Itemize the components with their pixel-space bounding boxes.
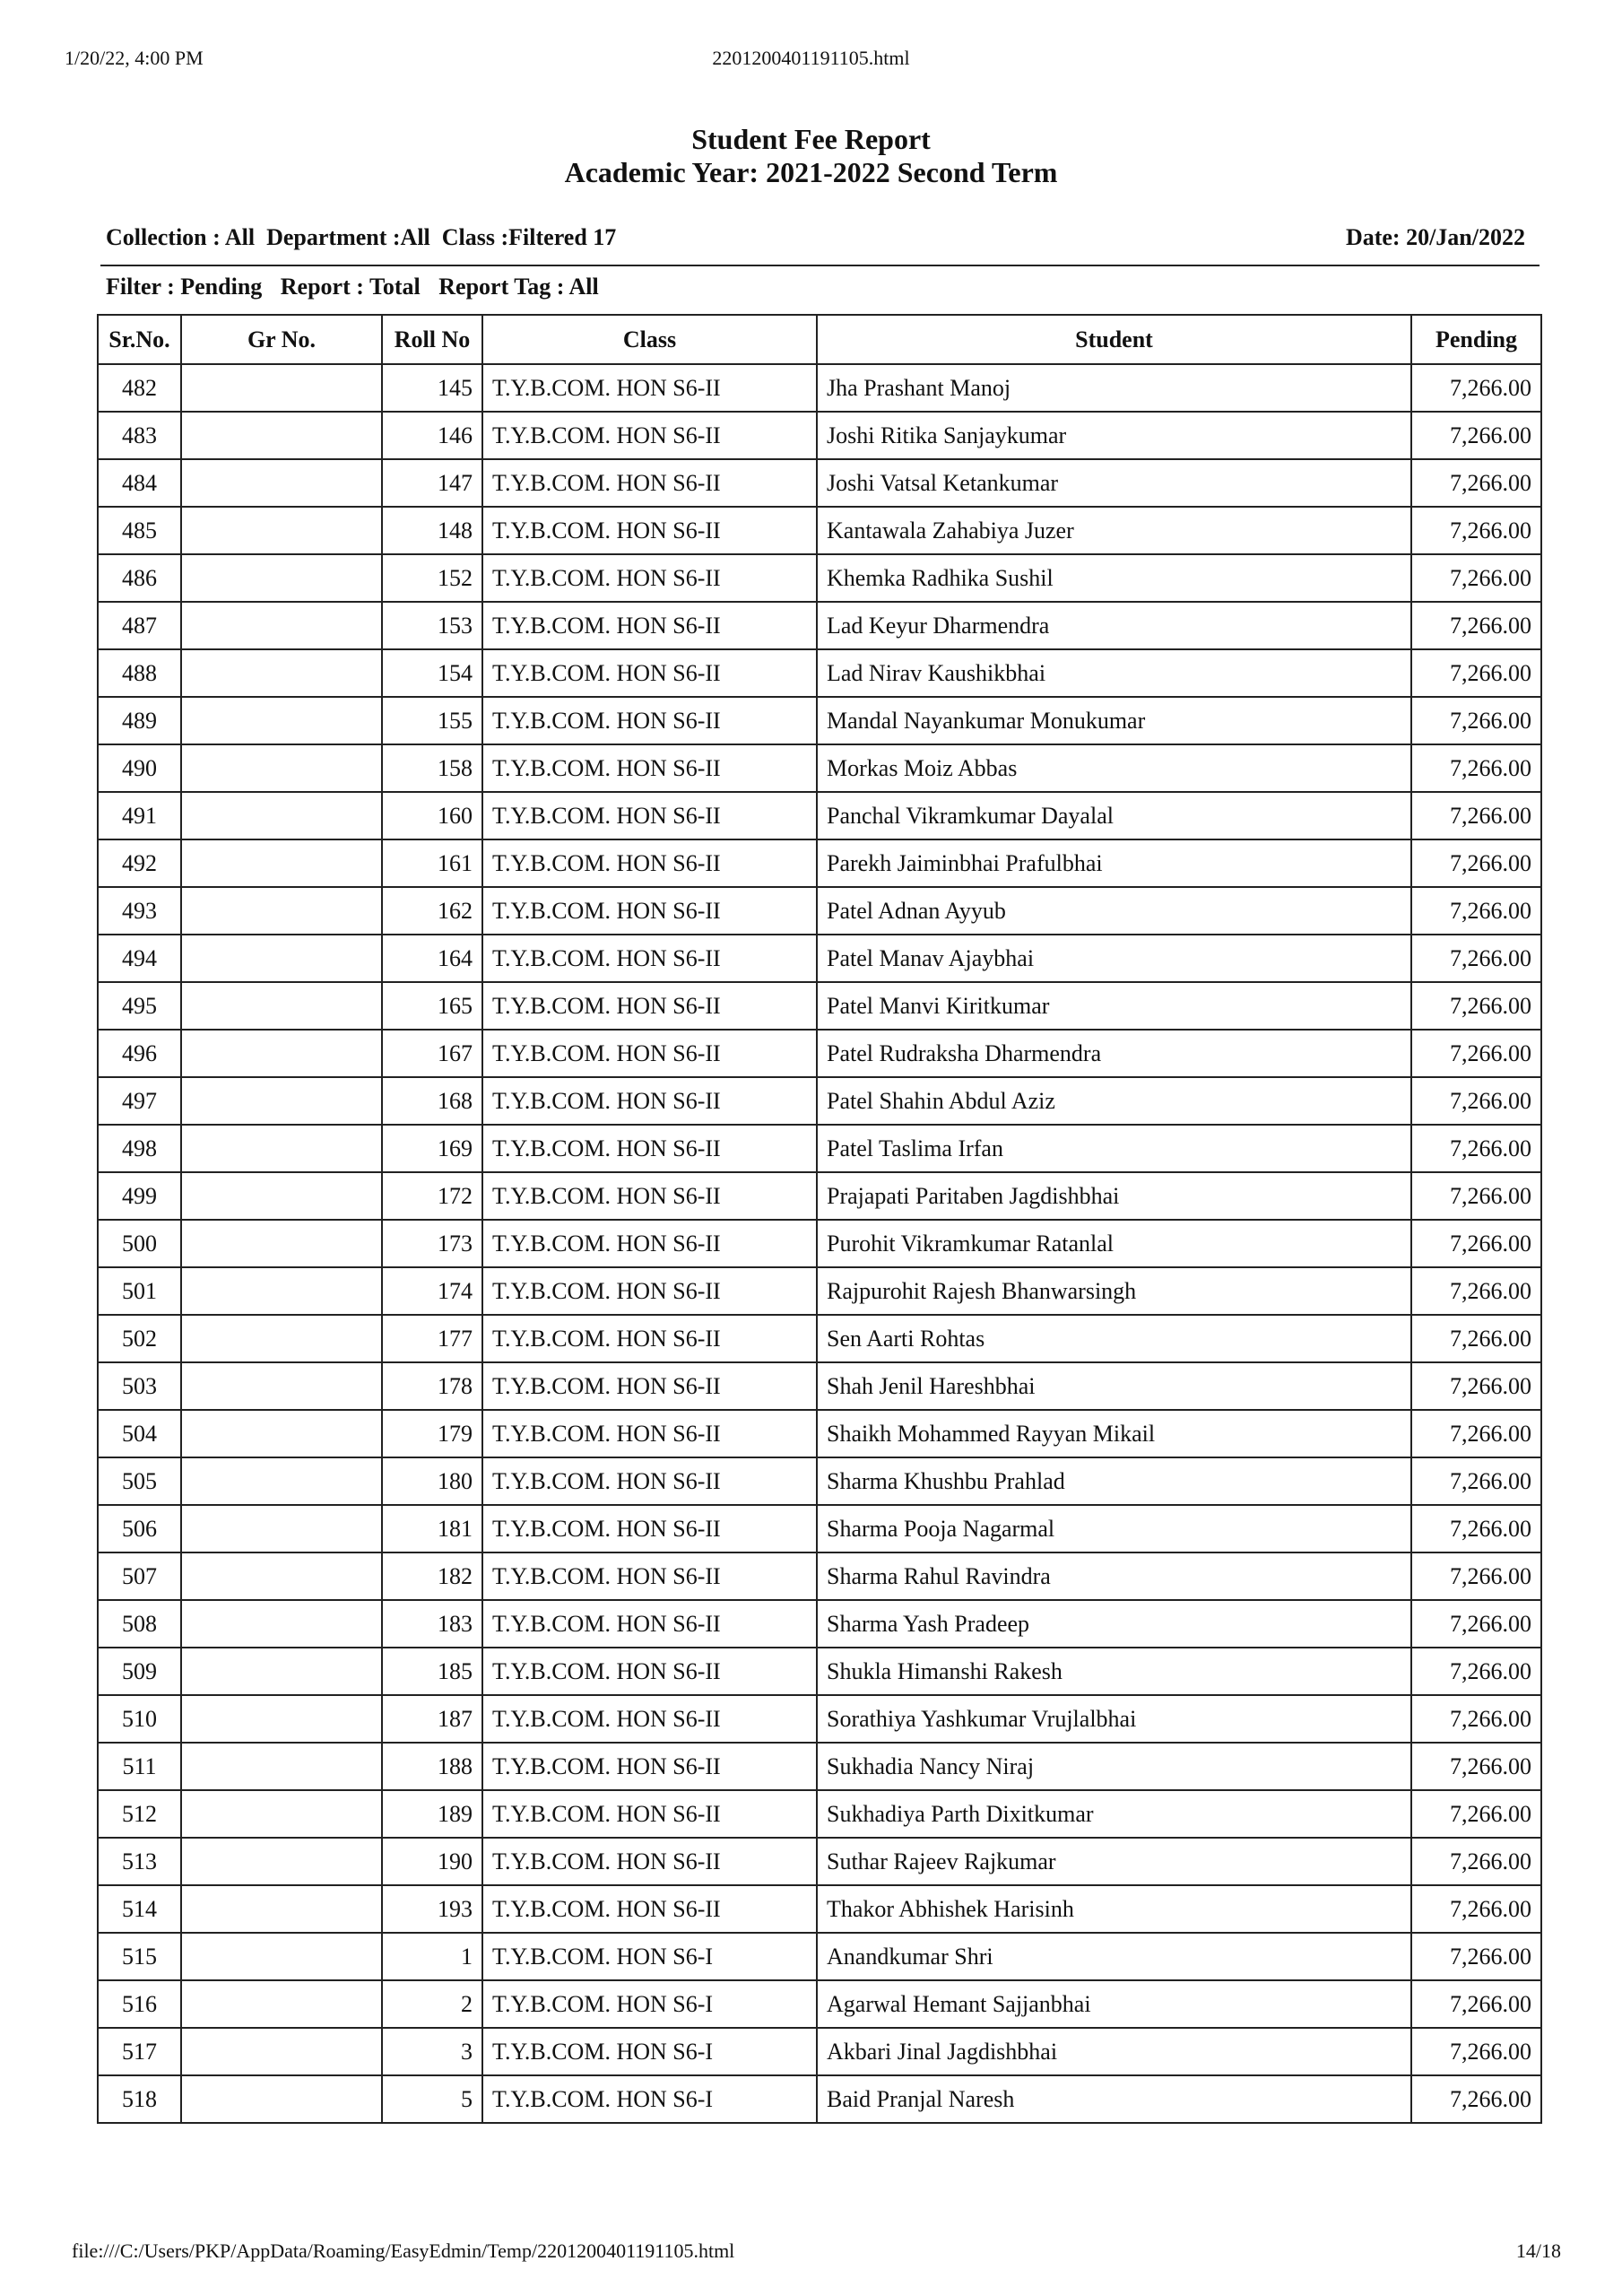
cell-srno: 514: [98, 1885, 181, 1933]
cell-student: Akbari Jinal Jagdishbhai: [817, 2028, 1411, 2075]
cell-grno: [181, 2028, 382, 2075]
cell-class: T.Y.B.COM. HON S6-II: [482, 1410, 817, 1457]
cell-student: Anandkumar Shri: [817, 1933, 1411, 1980]
cell-pending: 7,266.00: [1411, 1648, 1541, 1695]
cell-grno: [181, 602, 382, 649]
cell-pending: 7,266.00: [1411, 1315, 1541, 1362]
cell-grno: [181, 1030, 382, 1077]
cell-pending: 7,266.00: [1411, 1267, 1541, 1315]
cell-grno: [181, 364, 382, 412]
cell-student: Patel Taslima Irfan: [817, 1125, 1411, 1172]
cell-pending: 7,266.00: [1411, 412, 1541, 459]
cell-class: T.Y.B.COM. HON S6-II: [482, 554, 817, 602]
cell-pending: 7,266.00: [1411, 1600, 1541, 1648]
cell-rollno: 169: [382, 1125, 482, 1172]
cell-srno: 485: [98, 507, 181, 554]
cell-grno: [181, 459, 382, 507]
table-row: [98, 1410, 1541, 1457]
table-row: [98, 1933, 1541, 1980]
cell-class: T.Y.B.COM. HON S6-I: [482, 2075, 817, 2123]
fee-report-table: [97, 314, 1542, 2124]
cell-srno: 518: [98, 2075, 181, 2123]
cell-class: T.Y.B.COM. HON S6-I: [482, 1933, 817, 1980]
cell-pending: 7,266.00: [1411, 1077, 1541, 1125]
cell-grno: [181, 1743, 382, 1790]
cell-class: T.Y.B.COM. HON S6-II: [482, 1315, 817, 1362]
cell-srno: 507: [98, 1552, 181, 1600]
table-row: [98, 1648, 1541, 1695]
table-row: [98, 1505, 1541, 1552]
cell-srno: 492: [98, 839, 181, 887]
cell-pending: 7,266.00: [1411, 982, 1541, 1030]
table-row: [98, 1695, 1541, 1743]
report-filter-row: [106, 274, 612, 300]
cell-rollno: 168: [382, 1077, 482, 1125]
cell-student: Purohit Vikramkumar Ratanlal: [817, 1220, 1411, 1267]
table-row: [98, 1743, 1541, 1790]
cell-pending: 7,266.00: [1411, 1695, 1541, 1743]
cell-pending: 7,266.00: [1411, 1790, 1541, 1838]
meta-department: Department :All: [266, 224, 430, 250]
col-header-grno: Gr No.: [181, 315, 382, 364]
cell-grno: [181, 554, 382, 602]
cell-pending: 7,266.00: [1411, 1030, 1541, 1077]
cell-pending: 7,266.00: [1411, 1220, 1541, 1267]
cell-rollno: 179: [382, 1410, 482, 1457]
cell-srno: 512: [98, 1790, 181, 1838]
table-row: [98, 1125, 1541, 1172]
cell-grno: [181, 1552, 382, 1600]
table-row: [98, 1172, 1541, 1220]
table-row: [98, 982, 1541, 1030]
cell-srno: 511: [98, 1743, 181, 1790]
cell-class: T.Y.B.COM. HON S6-II: [482, 839, 817, 887]
cell-rollno: 155: [382, 697, 482, 744]
cell-student: Mandal Nayankumar Monukumar: [817, 697, 1411, 744]
cell-student: Thakor Abhishek Harisinh: [817, 1885, 1411, 1933]
cell-pending: 7,266.00: [1411, 697, 1541, 744]
cell-student: Patel Manav Ajaybhai: [817, 935, 1411, 982]
col-header-pending: Pending: [1411, 315, 1541, 364]
cell-pending: 7,266.00: [1411, 887, 1541, 935]
cell-pending: 7,266.00: [1411, 1457, 1541, 1505]
cell-class: T.Y.B.COM. HON S6-II: [482, 1695, 817, 1743]
table-row: [98, 1457, 1541, 1505]
cell-srno: 510: [98, 1695, 181, 1743]
cell-class: T.Y.B.COM. HON S6-II: [482, 1600, 817, 1648]
cell-student: Sharma Rahul Ravindra: [817, 1552, 1411, 1600]
table-row: [98, 602, 1541, 649]
cell-pending: 7,266.00: [1411, 1410, 1541, 1457]
cell-rollno: 173: [382, 1220, 482, 1267]
cell-class: T.Y.B.COM. HON S6-II: [482, 1552, 817, 1600]
cell-srno: 516: [98, 1980, 181, 2028]
cell-pending: 7,266.00: [1411, 1933, 1541, 1980]
cell-grno: [181, 507, 382, 554]
cell-class: T.Y.B.COM. HON S6-II: [482, 1743, 817, 1790]
table-row: [98, 649, 1541, 697]
meta-report: Report : Total: [280, 274, 421, 300]
cell-student: Shaikh Mohammed Rayyan Mikail: [817, 1410, 1411, 1457]
cell-student: Suthar Rajeev Rajkumar: [817, 1838, 1411, 1885]
table-row: [98, 1838, 1541, 1885]
cell-grno: [181, 1885, 382, 1933]
cell-grno: [181, 935, 382, 982]
table-row: [98, 887, 1541, 935]
print-datetime: 1/20/22, 4:00 PM: [65, 47, 204, 69]
col-header-rollno: Roll No: [382, 315, 482, 364]
cell-grno: [181, 982, 382, 1030]
cell-student: Patel Rudraksha Dharmendra: [817, 1030, 1411, 1077]
cell-grno: [181, 1790, 382, 1838]
cell-class: T.Y.B.COM. HON S6-II: [482, 1648, 817, 1695]
cell-srno: 484: [98, 459, 181, 507]
cell-rollno: 148: [382, 507, 482, 554]
cell-student: Sukhadia Nancy Niraj: [817, 1743, 1411, 1790]
cell-class: T.Y.B.COM. HON S6-II: [482, 1267, 817, 1315]
cell-grno: [181, 744, 382, 792]
cell-student: Jha Prashant Manoj: [817, 364, 1411, 412]
cell-srno: 506: [98, 1505, 181, 1552]
meta-collection: Collection : All: [106, 224, 256, 250]
cell-rollno: 185: [382, 1648, 482, 1695]
table-row: [98, 839, 1541, 887]
cell-rollno: 1: [382, 1933, 482, 1980]
cell-class: T.Y.B.COM. HON S6-II: [482, 1030, 817, 1077]
cell-rollno: 189: [382, 1790, 482, 1838]
cell-student: Baid Pranjal Naresh: [817, 2075, 1411, 2123]
cell-class: T.Y.B.COM. HON S6-II: [482, 459, 817, 507]
report-meta-row: [106, 224, 1534, 251]
cell-student: Parekh Jaiminbhai Prafulbhai: [817, 839, 1411, 887]
cell-student: Shah Jenil Hareshbhai: [817, 1362, 1411, 1410]
cell-srno: 509: [98, 1648, 181, 1695]
table-row: [98, 1790, 1541, 1838]
cell-srno: 499: [98, 1172, 181, 1220]
table-row: [98, 412, 1541, 459]
cell-rollno: 187: [382, 1695, 482, 1743]
cell-srno: 491: [98, 792, 181, 839]
cell-rollno: 153: [382, 602, 482, 649]
cell-grno: [181, 1267, 382, 1315]
meta-report-tag: Report Tag : All: [438, 274, 599, 300]
cell-class: T.Y.B.COM. HON S6-II: [482, 1457, 817, 1505]
cell-rollno: 164: [382, 935, 482, 982]
table-row: [98, 697, 1541, 744]
cell-pending: 7,266.00: [1411, 507, 1541, 554]
cell-srno: 498: [98, 1125, 181, 1172]
cell-student: Prajapati Paritaben Jagdishbhai: [817, 1172, 1411, 1220]
table-row: [98, 554, 1541, 602]
cell-grno: [181, 2075, 382, 2123]
cell-rollno: 190: [382, 1838, 482, 1885]
print-file-path: file:///C:/Users/PKP/AppData/Roaming/EasyEdmin/Temp/2201200401191105.html: [72, 2239, 735, 2262]
cell-class: T.Y.B.COM. HON S6-II: [482, 1505, 817, 1552]
col-header-srno: Sr.No.: [98, 315, 181, 364]
cell-student: Panchal Vikramkumar Dayalal: [817, 792, 1411, 839]
cell-class: T.Y.B.COM. HON S6-II: [482, 1220, 817, 1267]
cell-srno: 482: [98, 364, 181, 412]
table-row: [98, 459, 1541, 507]
cell-rollno: 152: [382, 554, 482, 602]
cell-student: Lad Nirav Kaushikbhai: [817, 649, 1411, 697]
cell-class: T.Y.B.COM. HON S6-II: [482, 887, 817, 935]
cell-class: T.Y.B.COM. HON S6-II: [482, 412, 817, 459]
cell-grno: [181, 1077, 382, 1125]
cell-rollno: 188: [382, 1743, 482, 1790]
meta-divider: [100, 265, 1540, 266]
cell-srno: 500: [98, 1220, 181, 1267]
cell-srno: 504: [98, 1410, 181, 1457]
table-row: [98, 744, 1541, 792]
cell-rollno: 167: [382, 1030, 482, 1077]
table-row: [98, 1552, 1541, 1600]
cell-student: Sen Aarti Rohtas: [817, 1315, 1411, 1362]
cell-pending: 7,266.00: [1411, 744, 1541, 792]
meta-filter: Filter : Pending: [106, 274, 263, 300]
cell-srno: 495: [98, 982, 181, 1030]
cell-rollno: 160: [382, 792, 482, 839]
cell-class: T.Y.B.COM. HON S6-II: [482, 1125, 817, 1172]
cell-pending: 7,266.00: [1411, 364, 1541, 412]
cell-rollno: 178: [382, 1362, 482, 1410]
col-header-student: Student: [817, 315, 1411, 364]
cell-grno: [181, 1172, 382, 1220]
cell-rollno: 172: [382, 1172, 482, 1220]
cell-student: Rajpurohit Rajesh Bhanwarsingh: [817, 1267, 1411, 1315]
table-row: [98, 364, 1541, 412]
table-row: [98, 1267, 1541, 1315]
cell-pending: 7,266.00: [1411, 2028, 1541, 2075]
cell-class: T.Y.B.COM. HON S6-II: [482, 1077, 817, 1125]
cell-class: T.Y.B.COM. HON S6-I: [482, 1980, 817, 2028]
cell-rollno: 5: [382, 2075, 482, 2123]
cell-class: T.Y.B.COM. HON S6-II: [482, 1885, 817, 1933]
cell-srno: 490: [98, 744, 181, 792]
cell-student: Patel Manvi Kiritkumar: [817, 982, 1411, 1030]
cell-pending: 7,266.00: [1411, 935, 1541, 982]
cell-class: T.Y.B.COM. HON S6-II: [482, 364, 817, 412]
table-row: [98, 1077, 1541, 1125]
cell-srno: 513: [98, 1838, 181, 1885]
cell-grno: [181, 412, 382, 459]
table-row: [98, 1885, 1541, 1933]
cell-class: T.Y.B.COM. HON S6-II: [482, 935, 817, 982]
table-row: [98, 792, 1541, 839]
cell-student: Sharma Yash Pradeep: [817, 1600, 1411, 1648]
meta-date: Date: 20/Jan/2022: [1345, 224, 1525, 250]
cell-srno: 494: [98, 935, 181, 982]
cell-grno: [181, 887, 382, 935]
cell-pending: 7,266.00: [1411, 1362, 1541, 1410]
cell-pending: 7,266.00: [1411, 1838, 1541, 1885]
cell-grno: [181, 1125, 382, 1172]
print-page-number: 14/18: [1515, 2239, 1561, 2262]
cell-student: Joshi Ritika Sanjaykumar: [817, 412, 1411, 459]
table-row: [98, 507, 1541, 554]
cell-student: Joshi Vatsal Ketankumar: [817, 459, 1411, 507]
cell-student: Sharma Khushbu Prahlad: [817, 1457, 1411, 1505]
cell-rollno: 180: [382, 1457, 482, 1505]
cell-rollno: 193: [382, 1885, 482, 1933]
cell-pending: 7,266.00: [1411, 839, 1541, 887]
cell-srno: 503: [98, 1362, 181, 1410]
cell-srno: 486: [98, 554, 181, 602]
cell-grno: [181, 1648, 382, 1695]
cell-class: T.Y.B.COM. HON S6-II: [482, 1790, 817, 1838]
report-title: Student Fee Report: [691, 123, 931, 155]
cell-rollno: 3: [382, 2028, 482, 2075]
cell-srno: 508: [98, 1600, 181, 1648]
cell-grno: [181, 1505, 382, 1552]
cell-student: Kantawala Zahabiya Juzer: [817, 507, 1411, 554]
cell-srno: 501: [98, 1267, 181, 1315]
cell-pending: 7,266.00: [1411, 554, 1541, 602]
cell-student: Khemka Radhika Sushil: [817, 554, 1411, 602]
cell-srno: 517: [98, 2028, 181, 2075]
meta-class: Class :Filtered 17: [441, 224, 617, 250]
cell-pending: 7,266.00: [1411, 1172, 1541, 1220]
cell-grno: [181, 1410, 382, 1457]
table-row: [98, 1362, 1541, 1410]
cell-class: T.Y.B.COM. HON S6-II: [482, 982, 817, 1030]
cell-srno: 483: [98, 412, 181, 459]
cell-grno: [181, 649, 382, 697]
report-title-block: [0, 123, 1622, 189]
cell-pending: 7,266.00: [1411, 1743, 1541, 1790]
cell-class: T.Y.B.COM. HON S6-II: [482, 697, 817, 744]
cell-rollno: 181: [382, 1505, 482, 1552]
cell-pending: 7,266.00: [1411, 1125, 1541, 1172]
cell-pending: 7,266.00: [1411, 2075, 1541, 2123]
cell-srno: 515: [98, 1933, 181, 1980]
cell-srno: 487: [98, 602, 181, 649]
cell-srno: 489: [98, 697, 181, 744]
print-filename: 2201200401191105.html: [712, 47, 910, 69]
table-row: [98, 935, 1541, 982]
cell-class: T.Y.B.COM. HON S6-II: [482, 792, 817, 839]
cell-rollno: 162: [382, 887, 482, 935]
cell-student: Shukla Himanshi Rakesh: [817, 1648, 1411, 1695]
cell-pending: 7,266.00: [1411, 1505, 1541, 1552]
cell-student: Morkas Moiz Abbas: [817, 744, 1411, 792]
cell-grno: [181, 1600, 382, 1648]
cell-student: Agarwal Hemant Sajjanbhai: [817, 1980, 1411, 2028]
col-header-class: Class: [482, 315, 817, 364]
cell-srno: 496: [98, 1030, 181, 1077]
cell-student: Sorathiya Yashkumar Vrujlalbhai: [817, 1695, 1411, 1743]
cell-grno: [181, 1695, 382, 1743]
cell-grno: [181, 1362, 382, 1410]
cell-grno: [181, 697, 382, 744]
cell-class: T.Y.B.COM. HON S6-II: [482, 1838, 817, 1885]
cell-srno: 505: [98, 1457, 181, 1505]
cell-rollno: 154: [382, 649, 482, 697]
cell-student: Sukhadiya Parth Dixitkumar: [817, 1790, 1411, 1838]
cell-srno: 488: [98, 649, 181, 697]
cell-grno: [181, 1457, 382, 1505]
cell-grno: [181, 792, 382, 839]
cell-pending: 7,266.00: [1411, 1980, 1541, 2028]
cell-pending: 7,266.00: [1411, 602, 1541, 649]
cell-rollno: 177: [382, 1315, 482, 1362]
cell-class: T.Y.B.COM. HON S6-II: [482, 1172, 817, 1220]
cell-grno: [181, 1220, 382, 1267]
cell-class: T.Y.B.COM. HON S6-II: [482, 649, 817, 697]
cell-rollno: 158: [382, 744, 482, 792]
cell-class: T.Y.B.COM. HON S6-II: [482, 744, 817, 792]
cell-pending: 7,266.00: [1411, 1885, 1541, 1933]
cell-grno: [181, 1315, 382, 1362]
cell-grno: [181, 1933, 382, 1980]
cell-rollno: 165: [382, 982, 482, 1030]
table-row: [98, 2075, 1541, 2123]
cell-student: Lad Keyur Dharmendra: [817, 602, 1411, 649]
cell-rollno: 161: [382, 839, 482, 887]
table-row: [98, 1030, 1541, 1077]
table-row: [98, 1980, 1541, 2028]
cell-class: T.Y.B.COM. HON S6-II: [482, 602, 817, 649]
cell-grno: [181, 1838, 382, 1885]
report-subtitle: Academic Year: 2021-2022 Second Term: [564, 156, 1058, 188]
table-row: [98, 2028, 1541, 2075]
cell-pending: 7,266.00: [1411, 1552, 1541, 1600]
cell-rollno: 146: [382, 412, 482, 459]
cell-class: T.Y.B.COM. HON S6-II: [482, 1362, 817, 1410]
cell-rollno: 147: [382, 459, 482, 507]
cell-rollno: 182: [382, 1552, 482, 1600]
cell-class: T.Y.B.COM. HON S6-II: [482, 507, 817, 554]
table-header-row: [98, 315, 1541, 364]
cell-student: Sharma Pooja Nagarmal: [817, 1505, 1411, 1552]
cell-pending: 7,266.00: [1411, 459, 1541, 507]
cell-rollno: 145: [382, 364, 482, 412]
cell-student: Patel Adnan Ayyub: [817, 887, 1411, 935]
cell-grno: [181, 839, 382, 887]
cell-class: T.Y.B.COM. HON S6-I: [482, 2028, 817, 2075]
cell-grno: [181, 1980, 382, 2028]
table-row: [98, 1220, 1541, 1267]
cell-srno: 497: [98, 1077, 181, 1125]
cell-srno: 502: [98, 1315, 181, 1362]
cell-rollno: 174: [382, 1267, 482, 1315]
cell-student: Patel Shahin Abdul Aziz: [817, 1077, 1411, 1125]
cell-pending: 7,266.00: [1411, 792, 1541, 839]
cell-rollno: 2: [382, 1980, 482, 2028]
table-row: [98, 1315, 1541, 1362]
table-row: [98, 1600, 1541, 1648]
cell-srno: 493: [98, 887, 181, 935]
cell-rollno: 183: [382, 1600, 482, 1648]
cell-pending: 7,266.00: [1411, 649, 1541, 697]
